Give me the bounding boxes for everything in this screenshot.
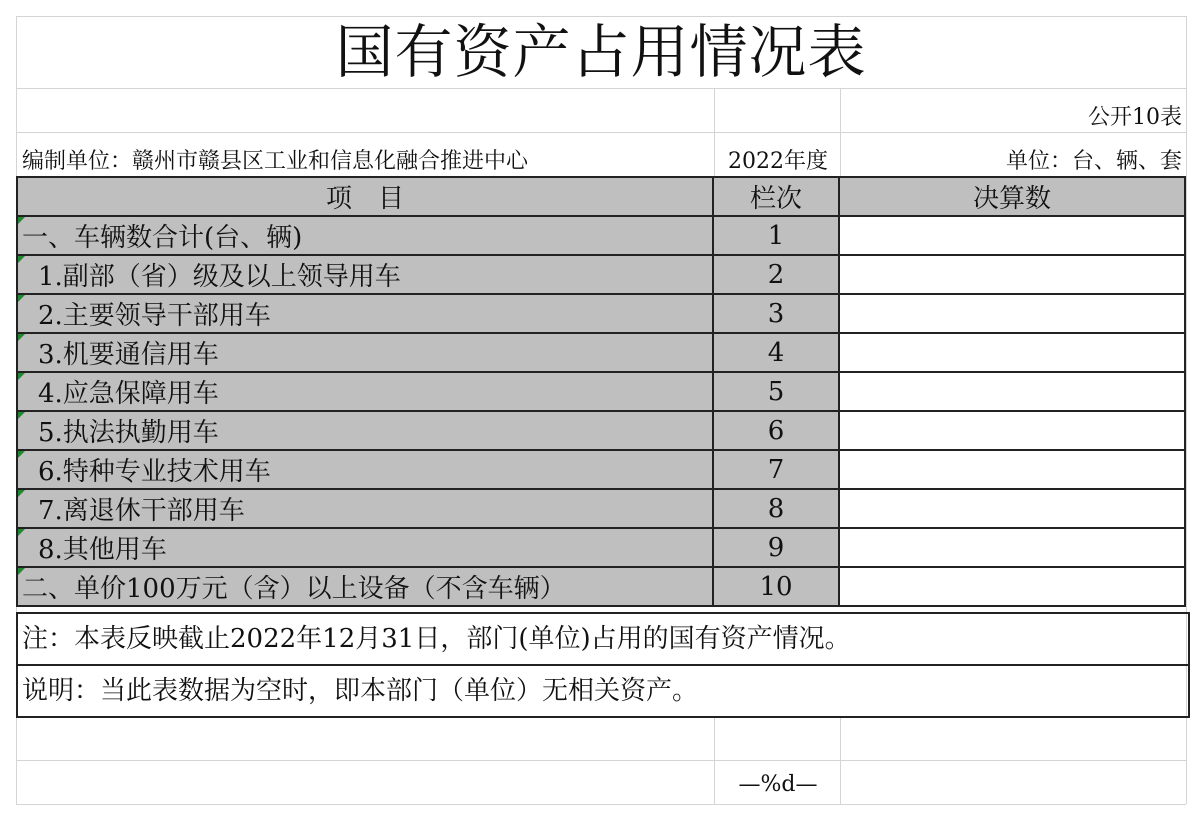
table-row (17, 372, 1185, 411)
comment-marker-icon (18, 295, 25, 302)
page-title: 国有资产占用情况表 (335, 18, 867, 86)
item-cell[interactable] (17, 333, 713, 372)
asset-table (16, 176, 1186, 607)
table-header-row (17, 177, 1185, 216)
column-number-cell[interactable]: 1 (713, 216, 839, 255)
item-label: 1.副部（省）级及以上领导用车 (38, 262, 401, 292)
value-cell[interactable] (839, 528, 1185, 567)
header-item[interactable]: 项 目 (17, 177, 713, 216)
comment-marker-icon (18, 217, 25, 224)
gridline (16, 760, 1186, 761)
item-label: 4.应急保障用车 (38, 379, 219, 409)
item-label: 一、车辆数合计(台、辆) (22, 223, 303, 253)
value-cell[interactable] (839, 255, 1185, 294)
value-cell[interactable] (839, 411, 1185, 450)
item-cell[interactable] (17, 216, 713, 255)
item-cell[interactable] (17, 294, 713, 333)
gridline (16, 804, 1186, 805)
column-number-cell[interactable]: 6 (713, 411, 839, 450)
item-label: 5.执法执勤用车 (38, 418, 219, 448)
comment-marker-icon (18, 529, 25, 536)
gridline (840, 88, 841, 176)
item-label: 7.离退休干部用车 (38, 496, 245, 526)
value-cell[interactable] (839, 489, 1185, 528)
comment-marker-icon (18, 412, 25, 419)
value-cell[interactable] (839, 567, 1185, 606)
item-cell[interactable] (17, 372, 713, 411)
column-number-cell[interactable]: 7 (713, 450, 839, 489)
table-row (17, 567, 1185, 606)
item-label: 6.特种专业技术用车 (38, 457, 271, 487)
item-label: 二、单价100万元（含）以上设备（不含车辆） (22, 574, 566, 604)
comment-marker-icon (18, 334, 25, 341)
table-row (17, 450, 1185, 489)
item-cell[interactable] (17, 528, 713, 567)
page-number-footer: —%d— (738, 772, 818, 797)
item-label: 8.其他用车 (38, 535, 167, 565)
fiscal-year: 2022年度 (728, 149, 828, 174)
item-label: 3.机要通信用车 (38, 340, 219, 370)
comment-marker-icon (18, 568, 25, 575)
item-cell[interactable] (17, 255, 713, 294)
table-row (17, 411, 1185, 450)
item-cell[interactable] (17, 411, 713, 450)
column-number-cell[interactable]: 8 (713, 489, 839, 528)
value-cell[interactable] (839, 294, 1185, 333)
value-cell[interactable] (839, 372, 1185, 411)
value-cell[interactable] (839, 450, 1185, 489)
comment-marker-icon (18, 256, 25, 263)
table-row (17, 528, 1185, 567)
gridline (16, 132, 1186, 133)
table-row (17, 333, 1185, 372)
gridline (714, 88, 715, 176)
column-number-cell[interactable]: 2 (713, 255, 839, 294)
gridline (714, 716, 715, 804)
column-number-cell[interactable]: 4 (713, 333, 839, 372)
item-cell[interactable] (17, 567, 713, 606)
column-number-cell[interactable]: 9 (713, 528, 839, 567)
item-label: 2.主要领导干部用车 (38, 301, 271, 331)
measurement-unit: 单位：台、辆、套 (1005, 149, 1182, 174)
value-cell[interactable] (839, 333, 1185, 372)
table-row (17, 216, 1185, 255)
item-cell[interactable] (17, 450, 713, 489)
header-column-number[interactable]: 栏次 (713, 177, 839, 216)
gridline (16, 88, 1186, 89)
table-note[interactable]: 注：本表反映截止2022年12月31日，部门(单位)占用的国有资产情况。 (16, 612, 1190, 666)
column-number-cell[interactable]: 10 (713, 567, 839, 606)
comment-marker-icon (18, 373, 25, 380)
gridline (840, 716, 841, 804)
spreadsheet-sheet (16, 16, 1186, 804)
table-explanation[interactable]: 说明：当此表数据为空时，即本部门（单位）无相关资产。 (16, 664, 1190, 718)
public-table-label: 公开10表 (1088, 105, 1182, 130)
value-cell[interactable] (839, 216, 1185, 255)
item-cell[interactable] (17, 489, 713, 528)
table-row (17, 294, 1185, 333)
table-row (17, 255, 1185, 294)
column-number-cell[interactable]: 5 (713, 372, 839, 411)
comment-marker-icon (18, 490, 25, 497)
header-final-amount[interactable]: 决算数 (839, 177, 1185, 216)
column-number-cell[interactable]: 3 (713, 294, 839, 333)
comment-marker-icon (18, 451, 25, 458)
table-row (17, 489, 1185, 528)
prepared-by-unit: 编制单位：赣州市赣县区工业和信息化融合推进中心 (22, 149, 529, 174)
